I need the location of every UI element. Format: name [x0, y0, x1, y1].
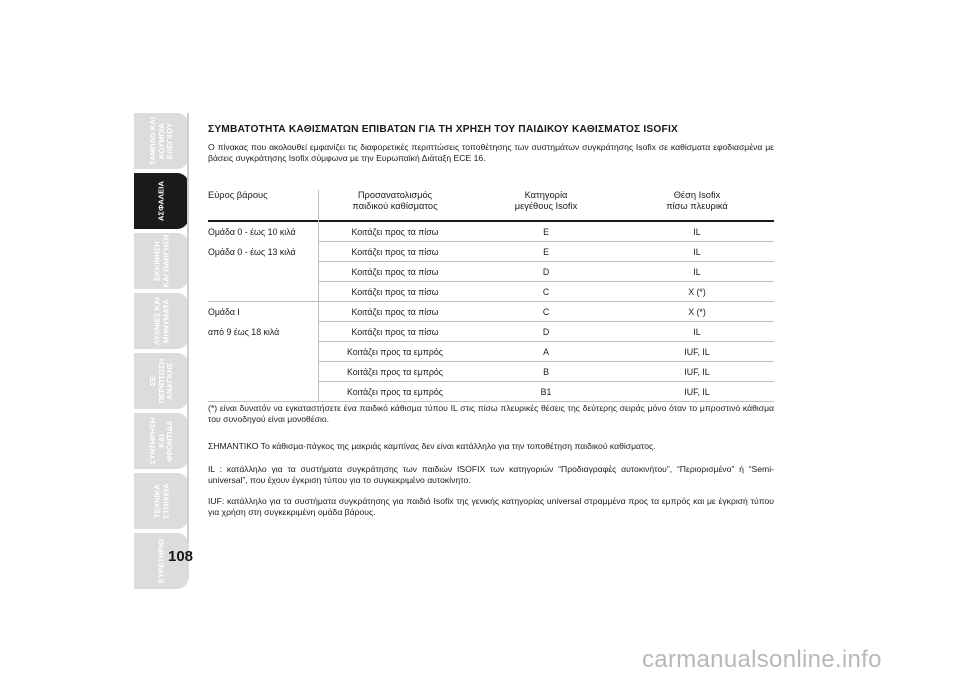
table-row: [208, 342, 774, 362]
header-weight-label: Εύρος βάρους: [208, 190, 268, 200]
chapter-tab[interactable]: [134, 293, 189, 349]
chapter-tab-label: ΛΥΧΝΙΕΣ ΚΑΙ ΜΗΝΥΜΑΤΑ: [151, 297, 170, 346]
note-il: IL : κατάλληλο για τα συστήματα συγκράτησης των παιδιών ISOFIX των κατηγοριών “Προδιαγραφές αυτοκινήτου”, “Περιορισμένο” ή “Semi-universal”, που έχουν έγκριση τύπου για το συγκεκριμένο αυτοκίνητο.: [208, 464, 774, 485]
chapter-tab-label: ΣΥΝΤΗΡΗΣΗ ΚΑΙ ΦΡΟΝΤΙΔΑ: [147, 417, 174, 465]
table-row: [208, 282, 774, 302]
header-orientation: [318, 190, 472, 218]
position-cell: IL: [693, 267, 701, 277]
table-row: [208, 262, 774, 282]
chapter-tab-label: ΑΣΦΑΛΕΙΑ: [156, 180, 166, 222]
chapter-tab[interactable]: [134, 233, 189, 289]
weight-group-cell: από 9 έως 18 κιλά: [208, 327, 280, 337]
table-row: [208, 242, 774, 262]
row-separator: [318, 261, 774, 262]
table-body: [208, 222, 774, 402]
category-cell: D: [542, 267, 550, 277]
table-row: [208, 362, 774, 382]
weight-group-cell: Ομάδα 0 - έως 10 κιλά: [208, 227, 296, 237]
category-cell: E: [543, 247, 549, 257]
orientation-cell: Κοιτάζει προς τα πίσω: [351, 267, 439, 277]
row-separator: [208, 401, 774, 402]
chapter-tab[interactable]: [134, 173, 189, 229]
position-cell: IUF, IL: [684, 387, 710, 397]
position-cell: IL: [693, 227, 701, 237]
category-cell: D: [542, 327, 550, 337]
page-title: ΣΥΜΒΑΤΟΤΗΤΑ ΚΑΘΙΣΜΑΤΩΝ ΕΠΙΒΑΤΩΝ ΓΙΑ ΤΗ ΧΡΗΣΗ ΤΟΥ ΠΑΙΔΙΚΟΥ ΚΑΘΙΣΜΑΤΟΣ ISOFIX: [208, 124, 678, 135]
header-orientation-line2: παιδικού καθίσματος: [352, 201, 438, 211]
chapter-tab[interactable]: [134, 113, 189, 169]
weight-group-cell: Ομάδα 0 - έως 13 κιλά: [208, 247, 296, 257]
orientation-cell: Κοιτάζει προς τα πίσω: [351, 307, 439, 317]
orientation-cell: Κοιτάζει προς τα πίσω: [351, 327, 439, 337]
row-separator: [318, 281, 774, 282]
header-weight: [208, 190, 318, 218]
row-separator: [318, 361, 774, 362]
position-cell: IL: [693, 327, 701, 337]
chapter-tab-label: ΤΕΧΝΙΚΑ ΣΤΟΙΧΕΙΑ: [151, 483, 170, 519]
isofix-table: [208, 190, 774, 402]
chapter-tab-label: ΤΑΜΠΛΟ ΚΑΙ ΚΟΥΜΠΙΑ ΕΛΕΓΧΟΥ: [147, 116, 174, 166]
note-iuf: IUF: κατάλληλο για τα συστήματα συγκράτησης για παιδιά Isofix της γενικής κατηγορίας universal στραμμένα προς τα εμπρός και με έγκρισή τύπου για χρήση στη συγκεκριμένη ομάδα βάρους.: [208, 496, 774, 517]
tab-divider: [187, 113, 189, 543]
chapter-tab-label: ΣΕ ΠΕΡΙΠΤΩΣΗ ΑΝΑΓΚΗΣ: [147, 358, 174, 404]
header-category-line1: Κατηγορία: [524, 190, 568, 200]
position-cell: IUF, IL: [684, 347, 710, 357]
page-number: 108: [168, 548, 194, 565]
orientation-cell: Κοιτάζει προς τα πίσω: [351, 247, 439, 257]
header-category-line2: μεγέθους Isofix: [514, 201, 578, 211]
table-row: [208, 222, 774, 242]
row-separator: [318, 381, 774, 382]
table-row: [208, 302, 774, 322]
chapter-tab[interactable]: [134, 413, 189, 469]
note-important: ΣΗΜΑΝΤΙΚΟ Το κάθισμα-πάγκος της μακριάς καμπίνας δεν είναι κατάλληλο για την τοποθέτηση παιδικού καθίσματος.: [208, 441, 656, 451]
intro-paragraph: Ο πίνακας που ακολουθεί εμφανίζει τις διαφορετικές περιπτώσεις τοποθέτησης των συστημάτων συγκράτησης Isofix σε καθίσματα εφοδιασμένα με βάσεις συγκράτησης Isofix σύμφωνα με την Ευρωπαϊκή Διάταξη ECE 16.: [208, 142, 774, 163]
chapter-tab[interactable]: [134, 473, 189, 529]
category-cell: C: [542, 307, 550, 317]
row-separator: [208, 301, 774, 302]
row-separator: [318, 241, 774, 242]
header-orientation-line1: Προσανατολισμός: [357, 190, 433, 200]
category-cell: B: [543, 367, 549, 377]
watermark-text: carmanualsonline.info: [642, 646, 882, 673]
category-cell: E: [543, 227, 549, 237]
orientation-cell: Κοιτάζει προς τα εμπρός: [347, 367, 443, 377]
header-position: [620, 190, 774, 218]
category-cell: C: [542, 287, 550, 297]
orientation-cell: Κοιτάζει προς τα πίσω: [351, 287, 439, 297]
column-divider: [318, 190, 319, 402]
row-separator: [318, 321, 774, 322]
footnote-asterisk: (*) είναι δυνατόν να εγκαταστήσετε ένα παιδικό κάθισμα τύπου IL στις πίσω πλευρικές θέσεις της δεύτερης σειράς μόνο όταν το μπροστινό κάθισμα του συνοδηγού είναι μονοθέσιο.: [208, 403, 774, 424]
table-header: [208, 190, 774, 218]
orientation-cell: Κοιτάζει προς τα πίσω: [351, 227, 439, 237]
chapter-tab[interactable]: [134, 353, 189, 409]
position-cell: IL: [693, 247, 701, 257]
position-cell: IUF, IL: [684, 367, 710, 377]
category-cell: B1: [540, 387, 552, 397]
chapter-tab-label: ΕΥΡΕΤΗΡΙΟ: [156, 538, 166, 584]
orientation-cell: Κοιτάζει προς τα εμπρός: [347, 347, 443, 357]
position-cell: X (*): [688, 287, 706, 297]
table-row: [208, 382, 774, 402]
category-cell: A: [543, 347, 549, 357]
chapter-tab-label: ΕΚΚΙΝΗΣΗ ΚΑΙ ΟΔΗΓΗΣΗ: [151, 234, 170, 288]
main-content: [208, 124, 774, 402]
header-position-line2: πίσω πλευρικά: [666, 201, 728, 211]
position-cell: X (*): [688, 307, 706, 317]
weight-group-cell: Ομάδα I: [208, 307, 240, 317]
header-position-line1: Θέση Isofix: [673, 190, 721, 200]
table-row: [208, 322, 774, 342]
orientation-cell: Κοιτάζει προς τα εμπρός: [347, 387, 443, 397]
header-category: [472, 190, 620, 218]
row-separator: [318, 341, 774, 342]
